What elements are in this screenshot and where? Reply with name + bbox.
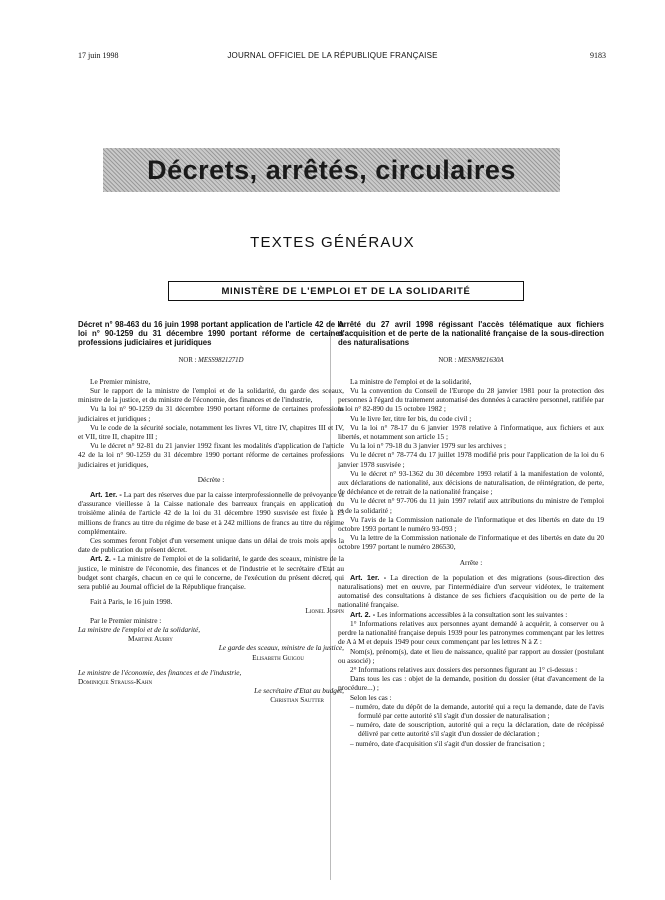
right-column xyxy=(338,320,604,748)
minister-role: Le ministre de l'économie, des finances et de l'industrie, xyxy=(78,667,242,677)
list-item: – numéro, date de souscription, autorité qui a reçu la déclaration, date de récépissé délivré par cette autorité s'il s'agit d'un dossier de déclaration ; xyxy=(350,720,604,739)
arrete-para: Vu la loi n° 78-17 du 6 janvier 1978 relative à l'informatique, aux fichiers et aux libertés, et notamment son article 15 ; xyxy=(338,422,604,442)
decree-para: Sur le rapport de la ministre de l'emploi et de la solidarité, du garde des sceaux, ministre de la justice, et du ministre de l'économie, des finances et de l'industrie, xyxy=(78,386,344,405)
minister-name: Elisabeth Guigou xyxy=(252,652,304,662)
banner-title: Décrets, arrêtés, circulaires xyxy=(147,154,516,185)
decree-nor: NOR : MESS9821271D xyxy=(178,356,244,364)
article-1-cont: Ces sommes feront l'objet d'un versement unique dans un délai de trois mois après la date de publication du présent décret. xyxy=(78,536,344,555)
minister-name: Dominique Strauss-Kahn xyxy=(78,676,153,686)
signature-pm: Lionel Jospin xyxy=(305,606,344,616)
info-para: 2° Informations relatives aux dossiers des personnes figurant au 1° ci-dessus : xyxy=(350,664,578,674)
list-item: – numéro, date du dépôt de la demande, autorité qui a reçu la demande, date de l'avis formulé par cette autorité s'il s'agit d'un dossier de naturalisation ; xyxy=(350,701,604,720)
article-2: Art. 2. - Les informations accessibles à la consultation sont les suivantes : xyxy=(350,609,568,619)
decree-title: Décret n° 98-463 du 16 juin 1998 portant application de l'article 42 de la loi n° 90-1259 du 31 décembre 1990 portant réforme de certaines professions judiciaires et juridiques xyxy=(78,320,344,348)
article-1: Art. 1er. - La direction de la population et des migrations (sous-direction des naturalisations) met en œuvre, par l'intermédiaire d'un serveur vidéotex, le traitement automatisé des consultations à distance de ses fichiers d'acquisition ou de perte de la nationalité française. xyxy=(338,572,604,610)
decree-para: Le Premier ministre, xyxy=(90,376,151,386)
info-para: Selon les cas : xyxy=(350,692,392,702)
article-1: Art. 1er. - La part des réserves due par la caisse interprofessionnelle de prévoyance et d'assurance vieillesse à la Caisse nationale des barreaux français en application du troisième alinéa de l'article 42 de la loi du 31 décembre 1990 susvisée est fixée à 13 millions de francs au titre du régime de base et à 242 millions de francs au titre du régime complémentaire. xyxy=(78,490,344,536)
arrete-para: Vu la loi n° 79-18 du 3 janvier 1979 sur les archives ; xyxy=(350,441,507,451)
ministry-box: MINISTÈRE DE L'EMPLOI ET DE LA SOLIDARITÉ xyxy=(168,281,524,301)
arrete-para: Vu la convention du Conseil de l'Europe du 28 janvier 1981 pour la protection des personnes à l'égard du traitement automatisé des données à caractère personnel, ratifiée par la loi n° 82-890 du 15 octobre 1982 ; xyxy=(338,386,604,414)
arrete-para: Vu le décret n° 93-1362 du 30 décembre 1993 relatif à la manifestation de volonté, aux déclarations de nationalité, aux décisions de naturalisation, de réintégration, de perte, de déchéance et de retrait de la nationalité française ; xyxy=(338,468,604,497)
header-date: 17 juin 1998 xyxy=(78,51,119,60)
info-para: 1° Informations relatives aux personnes ayant demandé à acquérir, à conserver ou à perdre la nationalité française depuis 1939 pour les patronymes commençant par les lettres de A à M et depuis 1949 pour ceux commençant par les lettres N à Z : xyxy=(338,618,604,647)
decree-para: Vu le code de la sécurité sociale, notamment les livres VI, titre IV, chapitres III et IV, et VII, titre II, chapitre III ; xyxy=(78,422,344,442)
arrete-para: La ministre de l'emploi et de la solidarité, xyxy=(350,376,472,386)
arrete-para: Vu l'avis de la Commission nationale de l'informatique et des libertés en date du 19 octobre 1993 portant le numéro 93-093 ; xyxy=(338,514,604,534)
decrete: Décrète : xyxy=(197,474,225,484)
arrete-title: Arrêté du 27 avril 1998 régissant l'accès télématique aux fichiers d'acquisition et de perte de la nationalité française de la sous-direction des naturalisations xyxy=(338,320,604,348)
page-number: 9183 xyxy=(590,51,606,60)
decree-para: Vu le décret n° 92-81 du 21 janvier 1992 fixant les modalités d'application de l'article 42 de la loi n° 90-1259 du 31 décembre 1990 portant réforme de certaines professions judiciaires et juridiques, xyxy=(78,441,344,469)
list-item: – numéro, date d'acquisition s'il s'agit d'un dossier de francisation ; xyxy=(350,738,545,748)
arrete-para: Vu le décret n° 97-706 du 11 juin 1997 relatif aux attributions du ministre de l'emploi et de la solidarité ; xyxy=(338,496,604,515)
arrete-para: Vu le livre Ier, titre Ier bis, du code civil ; xyxy=(350,413,472,423)
journal-title: JOURNAL OFFICIEL DE LA RÉPUBLIQUE FRANÇAISE xyxy=(227,51,438,60)
section-heading: TEXTES GÉNÉRAUX xyxy=(250,234,415,251)
by-pm: Par le Premier ministre : xyxy=(90,615,162,625)
section-banner xyxy=(103,148,560,192)
article-2: Art. 2. - La ministre de l'emploi et de la solidarité, le garde des sceaux, ministre de la justice, le ministre de l'économie, des finances et de l'industrie et le secrétaire d'Etat au budget sont chargés, chacun en ce qui le concerne, de l'exécution du présent décret, qui sera publié au Journal officiel de la République française. xyxy=(78,554,345,592)
info-para: Nom(s), prénom(s), date et lieu de naissance, qualité par rapport au dossier (postulant ou associé) ; xyxy=(338,646,604,665)
decree-para: Vu la loi n° 90-1259 du 31 décembre 1990 portant réforme de certaines professions judiciaires et juridiques ; xyxy=(78,404,344,423)
minister-name: Martine Aubry xyxy=(128,634,173,644)
minister-name: Christian Sautter xyxy=(270,695,324,705)
arrete-nor: NOR : MESN9821630A xyxy=(438,356,504,364)
done-at: Fait à Paris, le 16 juin 1998. xyxy=(90,597,173,607)
arrete-para: Vu la lettre de la Commission nationale de l'informatique et des libertés en date du 20 octobre 1997 portant le numéro 286530, xyxy=(338,533,604,552)
arrete-para: Vu le décret n° 78-774 du 17 juillet 1978 modifié pris pour l'application de la loi du 6 janvier 1978 susvisée ; xyxy=(338,450,604,469)
minister-role: La ministre de l'emploi et de la solidarité, xyxy=(78,624,201,634)
arrete-label: Arrête : xyxy=(459,557,483,567)
info-para: Dans tous les cas : objet de la demande, position du dossier (état d'avancement de la procédure...) ; xyxy=(338,674,604,693)
left-column xyxy=(78,320,344,705)
minister-role: Le garde des sceaux, ministre de la justice, xyxy=(218,643,344,653)
minister-role: Le secrétaire d'Etat au budget, xyxy=(254,686,344,696)
